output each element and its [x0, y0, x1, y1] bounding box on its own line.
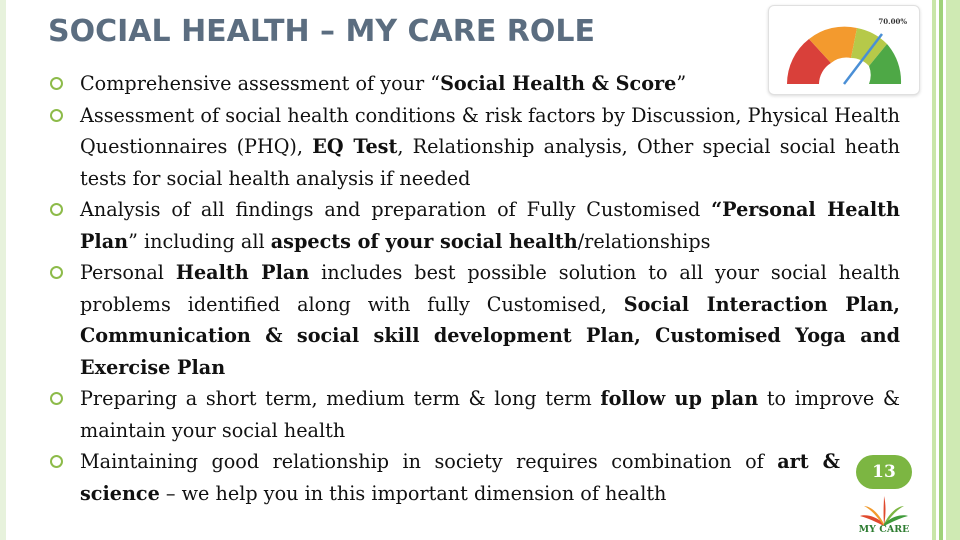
gauge-value-label: 70.00% [878, 17, 907, 26]
bullet-text-segment: “Personal Health Plan [80, 198, 900, 253]
bullet-text-segment: ” [676, 72, 687, 95]
bullet-text-segment: aspects of your social health [270, 229, 578, 253]
bullet-text-segment: EQ Test [312, 135, 398, 158]
bullet-text-segment: Analysis of all findings and preparation of Fully Customised [80, 198, 712, 221]
left-border-decoration [0, 0, 6, 540]
bullet-text-segment: to improve & maintain your social health [80, 387, 900, 442]
bullet-item [50, 100, 900, 195]
bullet-circle-icon [50, 109, 63, 122]
bullet-list [50, 68, 900, 509]
bullet-text-segment: includes best possible solution to all your social health problems identified along with fully Customised, [80, 261, 900, 316]
page-number-badge: 13 [856, 455, 912, 489]
bullet-text-segment: Social Interaction Plan, Communication & social skill development Plan, Customised Yoga and Exercise Plan [80, 292, 900, 379]
bullet-text-segment: Health Plan [175, 261, 310, 284]
bullet-text-segment: – we help you in this important dimension of health [159, 481, 667, 505]
bullet-text-segment: Personal [80, 261, 176, 284]
bullet-text-segment: , Relationship analysis, Other special social heath tests for social health analysis if needed [80, 135, 901, 190]
bullet-text-segment: follow up plan [600, 387, 759, 410]
bullet-item [50, 383, 900, 446]
bullet-text-segment: ” including all [128, 229, 271, 253]
logo-text: MY CARE [858, 524, 910, 535]
bullet-item [50, 68, 900, 100]
right-border-decoration [928, 0, 960, 540]
bullet-text-segment: art & science [80, 450, 840, 505]
slide-title: SOCIAL HEALTH – MY CARE ROLE [48, 14, 596, 49]
bullet-text-segment: Social Health & Score [440, 72, 677, 95]
bullet-item [50, 194, 900, 257]
bullet-text-segment: Preparing a short term, medium term & long term [80, 387, 601, 410]
bullet-circle-icon [50, 77, 63, 90]
bullet-circle-icon [50, 455, 63, 468]
bullet-text-segment: Maintaining good relationship in society requires combination of [80, 450, 778, 473]
bullet-item [50, 257, 900, 383]
bullet-circle-icon [50, 203, 63, 216]
bullet-circle-icon [50, 392, 63, 405]
bullet-text-segment: Assessment of social health conditions & risk factors by Discussion, Physical Health Questionnaires (PHQ), [80, 103, 900, 158]
bullet-text-segment: /relationships [577, 229, 711, 253]
bullet-text-segment: Comprehensive assessment of your “ [80, 72, 441, 95]
bullet-item [50, 446, 840, 509]
bullet-circle-icon [50, 266, 63, 279]
